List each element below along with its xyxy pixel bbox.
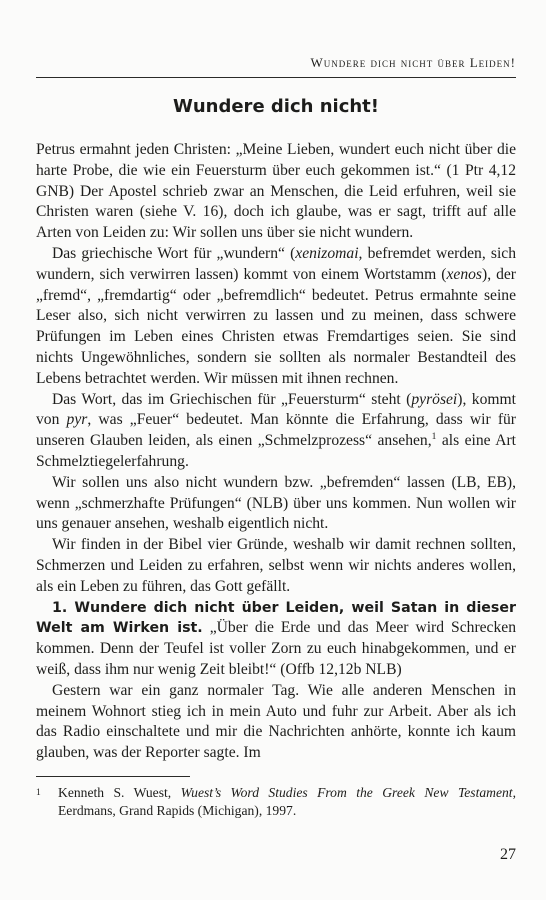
paragraph-3-text-d: als eine Art Schmelztiegelerfahrung.: [36, 432, 516, 470]
paragraph-3-text-b: ), kommt von: [36, 390, 516, 429]
footnote-publisher: , Eerdmans, Grand Rapids (Michigan), 1997.: [58, 785, 516, 818]
greek-term-pyrosei: pyrösei: [411, 390, 458, 408]
running-header: Wundere dich nicht über Leiden!: [36, 55, 516, 78]
footnote-divider: [36, 776, 190, 777]
footnote-book-title: Wuest’s Word Studies From the Greek New Testament: [180, 785, 513, 800]
chapter-title: Wundere dich nicht!: [172, 96, 379, 117]
footnote-author: Kenneth S. Wuest,: [58, 785, 181, 800]
paragraph-4: Wir sollen uns also nicht wundern bzw. „befremden“ lassen (LB, EB), wenn „schmerzhafte Prüfungen“ (NLB) über uns kommen. Nun wollen wir uns genauer ansehen, weshalb eigentlich nicht.: [36, 473, 516, 533]
paragraph-1: Petrus ermahnt jeden Christen: „Meine Lieben, wundert euch nicht über die harte Probe, die wie ein Feuersturm über euch gekommen ist.“ (1 Ptr 4,12 GNB) Der Apostel schrieb zwar an Menschen, die Leid erfuhren, weil sie Christen waren (siehe V. 16), doch ich glaube, was er sagt, trifft auf alle Arten von Leiden zu: Wir sollen uns über sie nicht wundern.: [36, 141, 516, 242]
paragraph-5: Wir finden in der Bibel vier Gründe, weshalb wir damit rechnen sollten, Schmerzen und Leiden zu erfahren, selbst wenn wir nichts anderes wollen, als ein Leben zu führen, das Gott gefällt.: [36, 536, 516, 595]
body-text: [36, 140, 516, 764]
paragraph-3-text-a: Das Wort, das im Griechischen für „Feuersturm“ steht (: [52, 390, 412, 408]
paragraph-2: [36, 244, 516, 390]
paragraph-2-text-b: befremdet werden, sich wundern, sich verwirren lassen) kommt von einem Wortstamm (: [36, 244, 516, 283]
footnote: [36, 784, 516, 820]
footnote-number: 1: [36, 788, 41, 798]
greek-term-pyr: pyr: [66, 411, 88, 429]
footnote-marker[interactable]: 1: [431, 431, 437, 442]
greek-term-xenizomai: xenizomai,: [295, 244, 363, 262]
paragraph-3-text-c: , was „Feuer“ bedeutet. Man könnte die Erfahrung, dass wir für unseren Glauben leiden, als einen „Schmelzprozess“ ansehen,: [36, 411, 516, 450]
page-number: 27: [500, 846, 516, 863]
reason-heading: 1. Wundere dich nicht über Leiden, weil Satan in dieser Welt am Wirken ist.: [36, 599, 516, 637]
greek-term-xenos: xenos: [446, 265, 482, 283]
paragraph-2-text-c: ), der „fremd“, „fremdartig“ oder „befremdlich“ bedeutet. Petrus ermahnte seine Leser also, sich nicht verwirren zu lassen und zu meinen, dass schwere Prüfungen im Leben eines Christen etwas Fremdartiges seien. Sie sind nichts Ungewöhnliches, sondern sie sollten als normaler Bestandteil des Lebens betrachtet werden. Wir müssen mit ihnen rechnen.: [36, 265, 517, 387]
paragraph-6: [36, 598, 516, 681]
paragraph-6-text: „Über die Erde und das Meer wird Schrecken kommen. Denn der Teufel ist voller Zorn zu euch hinabgekommen, und er weiß, dass ihm nur wenig Zeit bleibt!“ (Offb 12,12b NLB): [36, 619, 516, 678]
paragraph-3: [36, 390, 516, 473]
paragraph-7: Gestern war ein ganz normaler Tag. Wie alle anderen Menschen in meinem Wohnort stieg ich in mein Auto und fuhr zur Arbeit. Aber als ich das Radio einschaltete und mir die Nachrichten anhörte, konnte ich kaum glauben, was der Reporter sagte. Im: [36, 681, 516, 762]
paragraph-2-text-a: Das griechische Wort für „wundern“ (: [52, 244, 296, 262]
